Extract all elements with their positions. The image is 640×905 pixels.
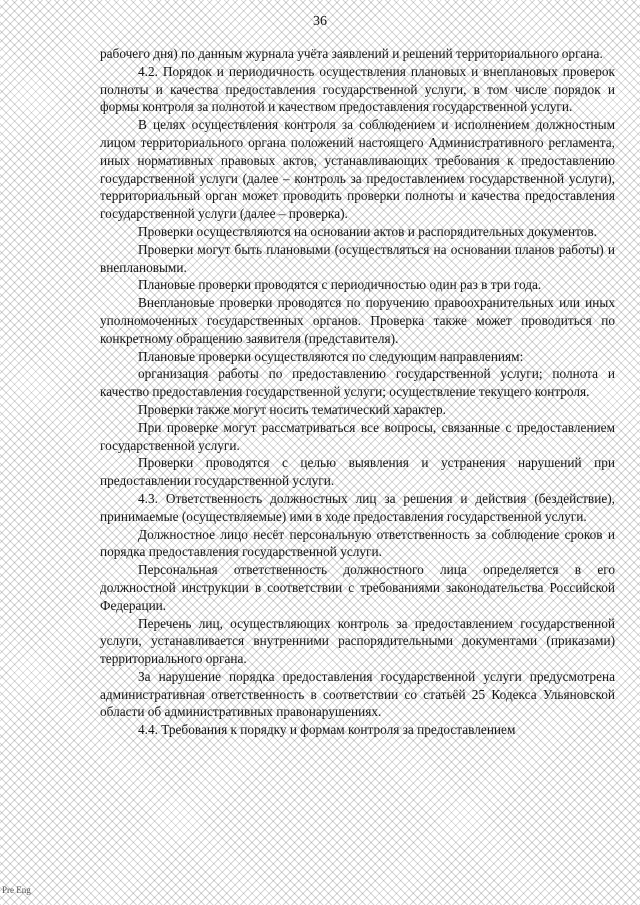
paragraph: Проверки также могут носить тематический характер. <box>138 401 446 417</box>
corner-mark: Pre Eng <box>2 885 31 895</box>
paragraph: организация работы по предоставлению государственной услуги; полнота и качество предоставления государственной услуги; осуществление текущего контроля. <box>100 366 615 400</box>
section-heading-4-2: 4.2. Порядок и периодичность осуществления плановых и внеплановых проверок полноты и качества предоставления государственной услуги, в том числе порядок и формы контроля за полнотой и качеством предоставления государственной услуги. <box>100 63 615 115</box>
paragraph: Проверки осуществляются на основании актов и распорядительных документов. <box>138 223 597 239</box>
paragraph: Персональная ответственность должностного лица определяется в его должностной инструкции в соответствии с требованиями законодательства Российской Федерации. <box>100 562 615 613</box>
paragraph-continuation: рабочего дня) по данным журнала учёта заявлений и решений территориального органа. <box>100 46 603 61</box>
paragraph: Проверки проводятся с целью выявления и устранения нарушений при предоставлении государственной услуги. <box>100 455 615 489</box>
paragraph: Проверки могут быть плановыми (осуществляться на основании планов работы) и внеплановыми. <box>100 241 615 275</box>
page-number: 36 <box>313 14 327 29</box>
paragraph: Плановые проверки осуществляются по следующим направлениям: <box>138 348 524 364</box>
paragraph: Внеплановые проверки проводятся по поручению правоохранительных или иных уполномоченных государственных органов. Проверка также может проводиться по конкретному обращению заявителя (представителя). <box>100 295 615 346</box>
paragraph: Плановые проверки проводятся с периодичностью один раз в три года. <box>138 277 542 293</box>
section-heading-4-3: 4.3. Ответственность должностных лиц за решения и действия (бездействие), принимаемые (осуществляемые) ими в ходе предоставления государственной услуги. <box>100 490 615 524</box>
section-heading-4-4: 4.4. Требования к порядку и формам контроля за предоставлением <box>138 722 516 738</box>
document-body <box>100 45 615 739</box>
paragraph: В целях осуществления контроля за соблюдением и исполнением должностным лицом территориального органа положений настоящего Административного регламента, иных нормативных правовых актов, устанавливающих требования к предоставлению государственной услуги (далее – контроль за предоставлением государственной услуги), территориальный орган может проводить проверки полноты и качества предоставления государственной услуги (далее – проверка). <box>100 117 615 222</box>
paragraph: Должностное лицо несёт персональную ответственность за соблюдение сроков и порядка предоставления государственной услуги. <box>100 526 615 560</box>
paragraph: При проверке могут рассматриваться все вопросы, связанные с предоставлением государственной услуги. <box>100 419 615 453</box>
paragraph: За нарушение порядка предоставления государственной услуги предусмотрена административная ответственность в соответствии со статьёй 25 Кодекса Ульяновской области об административных правонарушениях. <box>100 668 615 720</box>
paragraph: Перечень лиц, осуществляющих контроль за предоставлением государственной услуги, устанавливается внутренними распорядительными документами (приказами) территориального органа. <box>100 615 615 667</box>
